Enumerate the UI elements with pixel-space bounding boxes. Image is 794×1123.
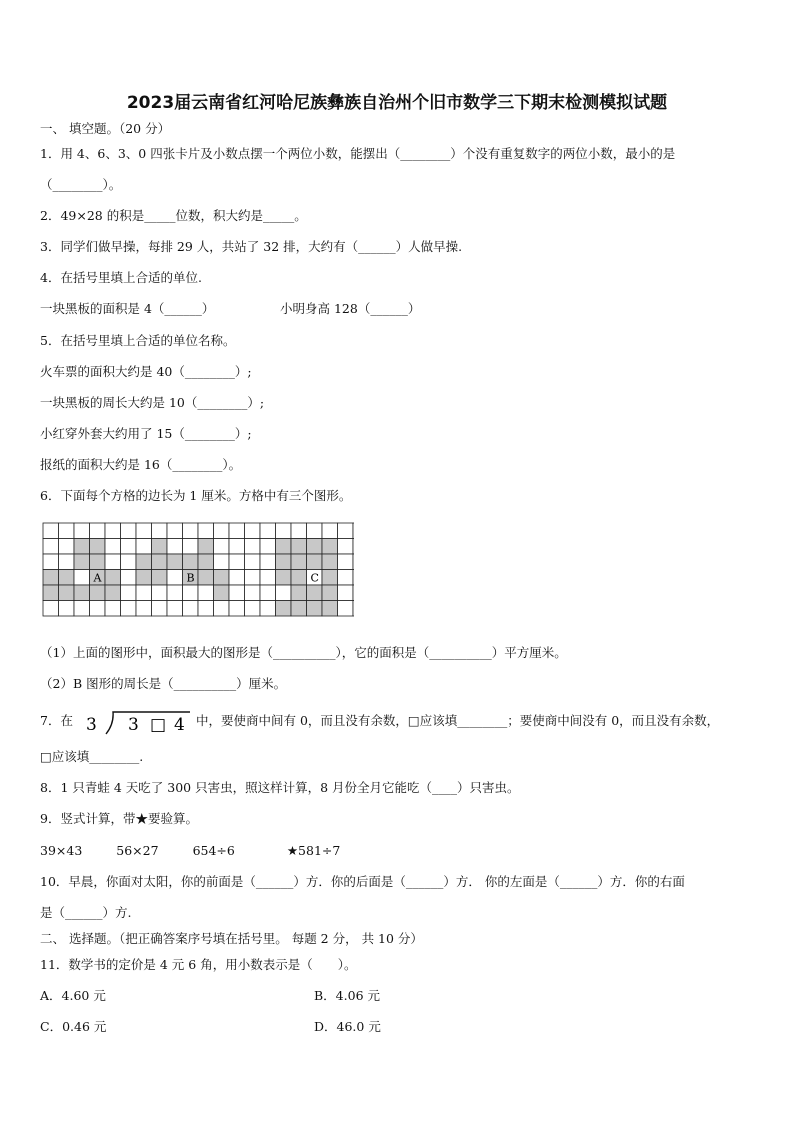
grid-cell [229, 570, 245, 586]
grid-cell [214, 539, 230, 555]
grid-cell [121, 601, 137, 617]
grid-cell [245, 601, 261, 617]
q11-stem: 11．数学书的定价是 4 元 6 角，用小数表示是（ ）。 [40, 957, 357, 972]
grid-cell [229, 585, 245, 601]
grid-cell [353, 585, 354, 601]
grid-cell-shaded [214, 570, 230, 586]
grid-cell [260, 585, 276, 601]
q3: 3．同学们做早操，每排 29 人，共站了 32 排，大约有（______）人做早操. [40, 239, 463, 254]
q5-item-1: 火车票的面积大约是 40（________）; [40, 364, 252, 379]
grid-cell [276, 585, 292, 601]
grid-cell-shaded [307, 601, 323, 617]
grid-cell-shaded [152, 554, 168, 570]
grid-cell [214, 601, 230, 617]
grid-cell [198, 601, 214, 617]
q5-item-4: 报纸的面积大约是 16（________）。 [40, 457, 242, 472]
grid-cell [183, 585, 199, 601]
q6-grid-figure [42, 522, 354, 627]
grid-cell-shaded [136, 554, 152, 570]
grid-cell-shaded [167, 554, 183, 570]
grid-cell [105, 539, 121, 555]
q8: 8．1 只青蛙 4 天吃了 300 只害虫，照这样计算，8 月份全月它能吃（____）只害虫。 [40, 780, 520, 795]
grid-cell [90, 523, 106, 539]
grid-cell [322, 523, 338, 539]
grid-cell [338, 601, 354, 617]
grid-cell [59, 539, 75, 555]
grid-cell [229, 601, 245, 617]
grid-cell [353, 539, 354, 555]
grid-cell-shaded [152, 570, 168, 586]
q4-b: 小明身高 128（______） [280, 301, 421, 316]
grid-cell [353, 601, 354, 617]
grid-cell-shaded [43, 585, 59, 601]
q11-option-b: B．4.06 元 [314, 988, 380, 1003]
grid-cell-shaded [322, 554, 338, 570]
grid-cell [214, 523, 230, 539]
grid-cell-shaded [291, 601, 307, 617]
q4-a: 一块黑板的面积是 4（______） [40, 301, 215, 316]
grid-cell [121, 523, 137, 539]
q1-line2: （________）。 [40, 177, 122, 192]
grid-cell [307, 523, 323, 539]
grid-cell [136, 539, 152, 555]
dividend-digit-1: 3 [128, 715, 139, 735]
grid-cell [338, 523, 354, 539]
grid-cell [152, 523, 168, 539]
grid-cell [276, 523, 292, 539]
grid-cell [260, 601, 276, 617]
grid-cell-shaded [183, 554, 199, 570]
grid-cell-shaded [105, 570, 121, 586]
shape-label-b: B [186, 571, 195, 585]
grid-cell [167, 539, 183, 555]
grid-cell-shaded [198, 554, 214, 570]
grid-cell-shaded [59, 585, 75, 601]
grid-cell-shaded [291, 570, 307, 586]
grid-cell [338, 585, 354, 601]
q9-items [40, 843, 340, 859]
grid-cell [136, 601, 152, 617]
q4-stem: 4．在括号里填上合适的单位. [40, 270, 202, 285]
grid-cell-shaded [74, 585, 90, 601]
grid-cell [74, 570, 90, 586]
grid-cell [183, 601, 199, 617]
q9-item: 39×43 [40, 843, 83, 858]
grid-cell-shaded [322, 585, 338, 601]
grid-cell-shaded [276, 539, 292, 555]
grid-cell [136, 585, 152, 601]
grid-cell [43, 601, 59, 617]
q9-item: 654÷6 [192, 843, 235, 858]
grid-cell [260, 570, 276, 586]
grid-cell [121, 554, 137, 570]
q5-stem: 5．在括号里填上合适的单位名称。 [40, 333, 236, 348]
q1-line1: 1．用 4、6、3、0 四张卡片及小数点摆一个两位小数，能摆出（________）个没有重复数字的两位小数，最小的是 [40, 146, 676, 161]
grid-cell-shaded [105, 585, 121, 601]
q7-line2: □应该填________. [40, 749, 144, 764]
grid-cell [291, 523, 307, 539]
grid-cell-shaded [276, 570, 292, 586]
grid-cell [167, 601, 183, 617]
grid-cell [167, 570, 183, 586]
q11-option-a: A．4.60 元 [40, 988, 106, 1003]
grid-cell [338, 539, 354, 555]
shape-label-a: A [93, 571, 102, 585]
grid-cell-shaded [74, 539, 90, 555]
divisor: 3 [86, 715, 97, 735]
grid-cell [152, 585, 168, 601]
q10-line2: 是（______）方. [40, 905, 132, 920]
grid-cell-shaded [276, 601, 292, 617]
grid-cell [59, 554, 75, 570]
grid-cell-shaded [198, 539, 214, 555]
q6-stem: 6．下面每个方格的边长为 1 厘米。方格中有三个图形。 [40, 488, 352, 503]
section-1-heading: 一、 填空题。（20 分） [40, 121, 171, 136]
q6-grid [42, 522, 354, 624]
grid-cell [353, 570, 354, 586]
grid-cell [105, 554, 121, 570]
grid-cell-shaded [214, 585, 230, 601]
dividend-box: □ [150, 715, 167, 735]
grid-cell-shaded [291, 585, 307, 601]
grid-cell [59, 601, 75, 617]
grid-cell [121, 570, 137, 586]
shape-label-c: C [310, 571, 319, 585]
grid-cell-shaded [291, 554, 307, 570]
grid-cell [167, 585, 183, 601]
grid-cell-shaded [198, 570, 214, 586]
grid-cell [183, 539, 199, 555]
grid-cell-shaded [136, 570, 152, 586]
q10-line1: 10．早晨，你面对太阳，你的前面是（______）方．你的后面是（______）方． 你的左面是（______）方．你的右面 [40, 874, 685, 889]
grid-cell [74, 523, 90, 539]
section-2-heading: 二、 选择题。（把正确答案序号填在括号里。 每题 2 分， 共 10 分） [40, 931, 423, 946]
q9-stem: 9．竖式计算，带★要验算。 [40, 811, 198, 826]
grid-cell-shaded [90, 585, 106, 601]
grid-cell-shaded [322, 601, 338, 617]
grid-cell [43, 523, 59, 539]
q5-item-2: 一块黑板的周长大约是 10（________）; [40, 395, 265, 410]
grid-cell-shaded [59, 570, 75, 586]
grid-cell [105, 601, 121, 617]
grid-cell-shaded [74, 554, 90, 570]
q7-text: 中，要使商中间有 0，而且没有余数，□应该填________；要使商中间没有 0，而且没有余数， [196, 713, 720, 728]
grid-cell [353, 523, 354, 539]
grid-cell-shaded [276, 554, 292, 570]
grid-cell [105, 523, 121, 539]
grid-cell-shaded [152, 539, 168, 555]
grid-cell [198, 523, 214, 539]
page-title: 2023届云南省红河哈尼族彝族自治州个旧市数学三下期末检测模拟试题 [126, 93, 668, 113]
grid-cell [338, 554, 354, 570]
grid-cell [229, 539, 245, 555]
grid-cell-shaded [307, 585, 323, 601]
grid-cell-shaded [322, 570, 338, 586]
grid-cell [198, 585, 214, 601]
grid-cell-shaded [90, 539, 106, 555]
q2: 2．49×28 的积是_____位数，积大约是_____。 [40, 208, 307, 223]
grid-cell [245, 570, 261, 586]
q9-item: ★581÷7 [286, 843, 341, 858]
grid-cell-shaded [291, 539, 307, 555]
q7-prefix: 7．在 [40, 713, 73, 728]
grid-cell [245, 523, 261, 539]
q9-item: 56×27 [116, 843, 159, 858]
grid-cell [59, 523, 75, 539]
grid-cell [245, 554, 261, 570]
q11-option-d: D．46.0 元 [314, 1019, 381, 1034]
grid-cell [245, 585, 261, 601]
q6-sub2: （2）B 图形的周长是（__________）厘米。 [40, 676, 287, 691]
grid-cell [260, 523, 276, 539]
grid-cell [43, 539, 59, 555]
grid-cell-shaded [43, 570, 59, 586]
grid-cell [152, 601, 168, 617]
grid-cell-shaded [307, 539, 323, 555]
grid-cell-shaded [322, 539, 338, 555]
grid-cell [353, 554, 354, 570]
grid-cell [183, 523, 199, 539]
grid-cell [260, 554, 276, 570]
dividend-digit-3: 4 [174, 715, 185, 735]
grid-cell [121, 585, 137, 601]
grid-cell-shaded [307, 554, 323, 570]
grid-cell [167, 523, 183, 539]
grid-cell [74, 601, 90, 617]
grid-cell [229, 523, 245, 539]
long-division-symbol [84, 710, 196, 743]
grid-cell [90, 601, 106, 617]
grid-cell [338, 570, 354, 586]
grid-cell [260, 539, 276, 555]
grid-cell [121, 539, 137, 555]
grid-cell-shaded [90, 554, 106, 570]
q11-option-c: C．0.46 元 [40, 1019, 107, 1034]
q6-sub1: （1）上面的图形中，面积最大的图形是（__________），它的面积是（__________）平方厘米。 [40, 645, 567, 660]
grid-cell [245, 539, 261, 555]
grid-cell [136, 523, 152, 539]
q5-item-3: 小红穿外套大约用了 15（________）; [40, 426, 252, 441]
grid-cell [214, 554, 230, 570]
grid-cell [43, 554, 59, 570]
grid-cell [229, 554, 245, 570]
